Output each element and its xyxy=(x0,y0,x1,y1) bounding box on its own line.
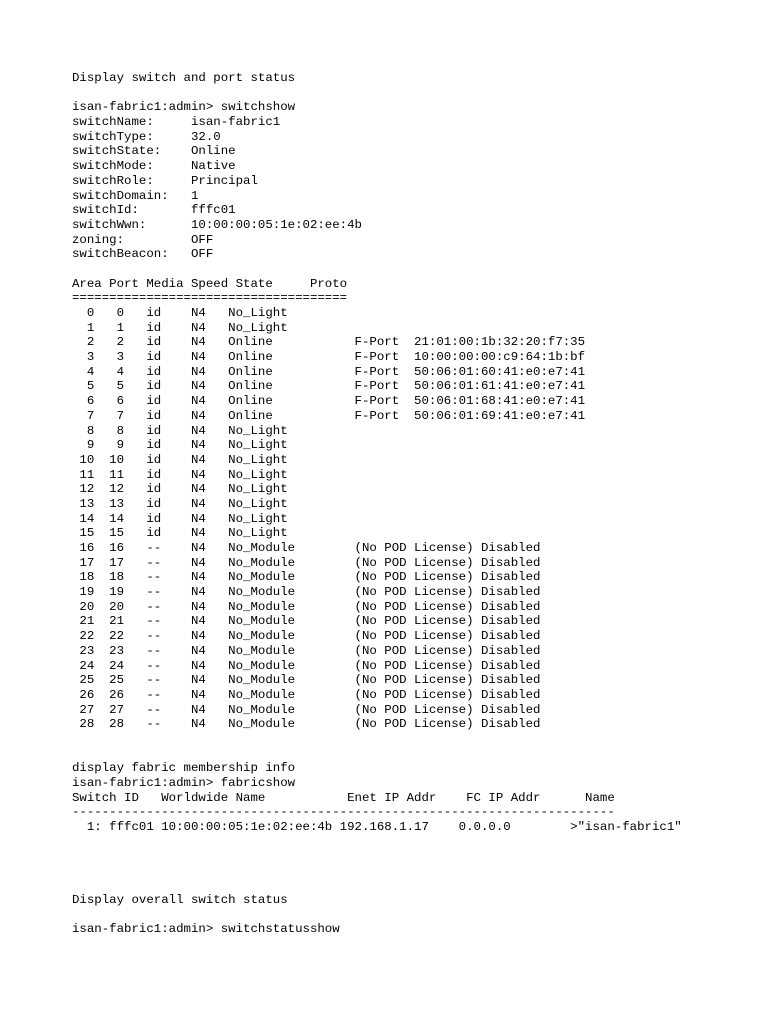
switch-property: switchMode: Native xyxy=(72,159,236,174)
port-row: 7 7 id N4 Online F-Port 50:06:01:69:41:e0:e7:41 xyxy=(72,408,586,423)
port-row: 24 24 -- N4 No_Module (No POD License) Disabled xyxy=(72,658,541,673)
port-row: 6 6 id N4 Online F-Port 50:06:01:68:41:e0:e7:41 xyxy=(72,394,586,409)
port-row: 22 22 -- N4 No_Module (No POD License) Disabled xyxy=(72,629,541,644)
port-status-table xyxy=(72,277,762,732)
switch-property: switchDomain: 1 xyxy=(72,188,199,203)
switchshow-command-prompt: isan-fabric1:admin> switchshow xyxy=(72,100,296,115)
switch-property: switchType: 32.0 xyxy=(72,129,221,144)
port-row: 1 1 id N4 No_Light xyxy=(72,320,288,335)
port-table-rule: ===================================== xyxy=(72,291,348,306)
port-row: 19 19 -- N4 No_Module (No POD License) Disabled xyxy=(72,585,541,600)
port-row: 25 25 -- N4 No_Module (No POD License) Disabled xyxy=(72,673,541,688)
port-row: 20 20 -- N4 No_Module (No POD License) Disabled xyxy=(72,599,541,614)
switch-property: switchName: isan-fabric1 xyxy=(72,115,281,130)
port-row: 16 16 -- N4 No_Module (No POD License) Disabled xyxy=(72,541,541,555)
port-row: 26 26 -- N4 No_Module (No POD License) Disabled xyxy=(72,687,541,702)
port-row: 27 27 -- N4 No_Module (No POD License) Disabled xyxy=(72,702,541,717)
switchstatus-section-title: Display overall switch status xyxy=(72,892,288,907)
switchshow-section-title: Display switch and port status xyxy=(72,71,296,85)
fabricshow-command-prompt: isan-fabric1:admin> fabricshow xyxy=(72,776,296,790)
port-row: 28 28 -- N4 No_Module (No POD License) Disabled xyxy=(72,717,541,732)
switch-property: switchWwn: 10:00:00:05:1e:02:ee:4b xyxy=(72,217,362,232)
port-row: 8 8 id N4 No_Light xyxy=(72,423,288,438)
port-table-rows xyxy=(72,306,762,732)
switch-property: zoning: OFF xyxy=(72,232,214,247)
port-row: 14 14 id N4 No_Light xyxy=(72,511,288,526)
port-row: 21 21 -- N4 No_Module (No POD License) Disabled xyxy=(72,614,541,629)
port-row: 12 12 id N4 No_Light xyxy=(72,482,288,497)
switch-properties-list xyxy=(72,115,762,262)
fabricshow-section-title: display fabric membership info xyxy=(72,761,296,776)
port-table-header: Area Port Media Speed State Proto xyxy=(72,276,348,291)
port-row: 15 15 id N4 No_Light xyxy=(72,526,288,541)
document-page xyxy=(72,71,762,937)
port-row: 3 3 id N4 Online F-Port 10:00:00:00:c9:64:1b:bf xyxy=(72,350,586,365)
fabric-table-row: 1: fffc01 10:00:00:05:1e:02:ee:4b 192.168.1.17 0.0.0.0 >"isan-fabric1" xyxy=(72,820,682,835)
port-row: 13 13 id N4 No_Light xyxy=(72,496,288,511)
port-row: 0 0 id N4 No_Light xyxy=(72,306,288,320)
port-row: 11 11 id N4 No_Light xyxy=(72,467,288,482)
port-row: 23 23 -- N4 No_Module (No POD License) Disabled xyxy=(72,643,541,658)
port-row: 5 5 id N4 Online F-Port 50:06:01:61:41:e0:e7:41 xyxy=(72,379,586,394)
switchstatus-command-prompt: isan-fabric1:admin> switchstatusshow xyxy=(72,922,340,937)
switch-property: switchRole: Principal xyxy=(72,173,258,188)
switch-property: switchBeacon: OFF xyxy=(72,247,214,262)
port-row: 2 2 id N4 Online F-Port 21:01:00:1b:32:20:f7:35 xyxy=(72,335,586,350)
port-row: 18 18 -- N4 No_Module (No POD License) Disabled xyxy=(72,570,541,585)
port-row: 4 4 id N4 Online F-Port 50:06:01:60:41:e0:e7:41 xyxy=(72,364,586,379)
port-row: 10 10 id N4 No_Light xyxy=(72,452,288,467)
port-row: 9 9 id N4 No_Light xyxy=(72,438,288,453)
fabric-table-rule: ------------------------------------------------------------------------- xyxy=(72,805,615,820)
switch-property: switchId: fffc01 xyxy=(72,203,236,218)
fabric-table-header: Switch ID Worldwide Name Enet IP Addr FC IP Addr Name xyxy=(72,790,615,805)
switch-property: switchState: Online xyxy=(72,144,236,159)
port-row: 17 17 -- N4 No_Module (No POD License) Disabled xyxy=(72,555,541,570)
